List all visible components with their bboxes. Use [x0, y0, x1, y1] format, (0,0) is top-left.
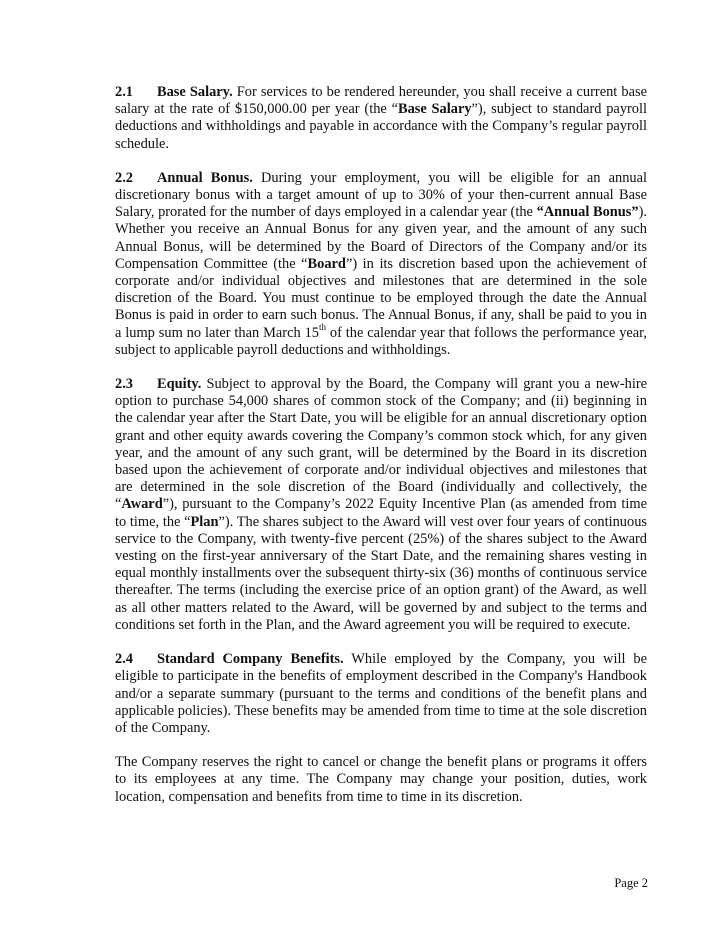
- page-number: Page 2: [614, 876, 648, 890]
- section-heading: Base Salary.: [157, 84, 233, 100]
- document-page: [115, 84, 647, 823]
- section-number: 2.3: [115, 376, 133, 393]
- section-heading: Standard Company Benefits.: [157, 651, 344, 668]
- section-2-2: [115, 170, 647, 359]
- section-number: 2.4: [115, 651, 133, 668]
- section-number: 2.1: [115, 84, 133, 100]
- section-text: ”), subject to standard payroll deductions and withholdings and payable in accordance with the Company’s regular payroll schedule.: [115, 101, 647, 152]
- section-2-1: [115, 84, 647, 153]
- section-heading: Equity.: [157, 376, 202, 393]
- ordinal-suffix: th: [318, 321, 326, 332]
- section-text: ”), pursuant to the Company’s 2022 Equity Incentive Plan (as amended from time to time, the “: [115, 496, 647, 530]
- section-text: ”). The shares subject to the Award will vest over four years of continuous service to the Company, with twenty-five percent (25%) of the shares subject to the Award vesting on the first-year anniversary of the Start Date, and the remaining shares vesting in equal monthly installments over the subsequent thirty-six (36) months of continuous service thereafter. The terms (including the exercise price of an option grant) of the Award, as well as all other matters related to the Award, will be governed by and subject to the terms and conditions set forth in the Plan, and the Award agreement you will be required to execute.: [115, 513, 647, 633]
- closing-paragraph: The Company reserves the right to cancel or change the benefit plans or programs it offers to its employees at any time. The Company may change your position, duties, work location, compensation and benefits from time to time in its discretion.: [115, 754, 647, 805]
- section-text: Subject to approval by the Board, the Company will grant you a new-hire option to purchase 54,000 shares of common stock of the Company; and (ii) beginning in the calendar year after the Start Date, you will be eligible for an annual discretionary option grant and other equity awards covering the Company’s common stock which, for any given year, and the amount of any such grant, will be determined by the Board in its discretion based upon the achievement of corporate and/or individual objectives and milestones that are determined in the sole discretion of the Board (individually and collectively, the “: [115, 376, 647, 513]
- section-2-4: [115, 651, 647, 737]
- defined-term: Board: [307, 255, 346, 272]
- defined-term: Plan: [190, 513, 219, 530]
- section-text: During your employment, you will be eligible for an annual discretionary bonus with a target amount of up to 30% of your then-current annual Base Salary, prorated for the number of days employed in a calendar year (the: [115, 169, 647, 221]
- defined-term: Award: [121, 496, 163, 513]
- section-text: While employed by the Company, you will be eligible to participate in the benefits of employment described in the Company's Handbook and/or a separate summary (pursuant to the terms and conditions of the benefit plans and applicable policies). These benefits may be amended from time to time at the sole discretion of the Company.: [115, 651, 647, 736]
- defined-term: Base Salary: [397, 101, 472, 118]
- section-heading: Annual Bonus.: [157, 169, 253, 186]
- defined-term: “Annual Bonus”: [536, 204, 639, 221]
- section-text: For services to be rendered hereunder, you shall receive a current base salary at the rate of $150,000.00 per year (the “: [115, 84, 647, 118]
- section-text: of the calendar year that follows the performance year, subject to applicable payroll deductions and withholdings.: [115, 324, 647, 358]
- section-2-3: [115, 376, 647, 634]
- section-text: ). Whether you receive an Annual Bonus for any given year, and the amount of any such Annual Bonus, will be determined by the Board of Directors of the Company and/or its Compensation Committee (the “: [115, 204, 647, 272]
- section-text: ”) in its discretion based upon the achievement of corporate and/or individual objectives and milestones that are determined in the sole discretion of the Board. You must continue to be employed through the date the Annual Bonus is paid in order to earn such bonus. The Annual Bonus, if any, shall be paid to you in a lump sum no later than March 15: [115, 255, 647, 341]
- section-number: 2.2: [115, 169, 133, 186]
